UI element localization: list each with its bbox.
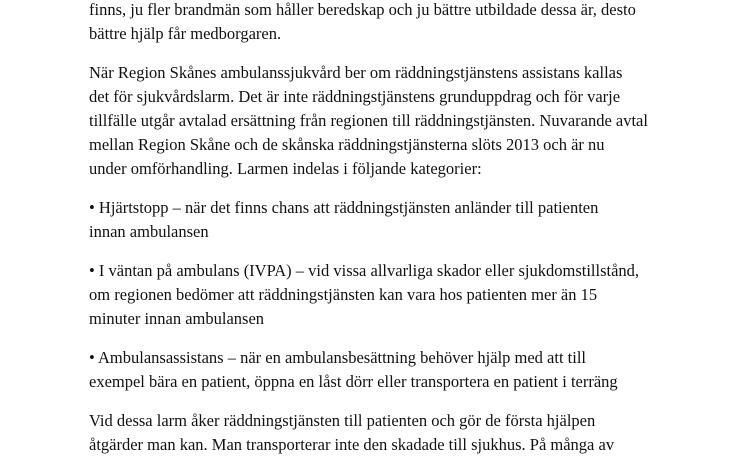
paragraph-healthcare-alarm — [89, 61, 689, 181]
paragraph-gap — [89, 181, 689, 196]
text-line: det för sjukvårdslarm. Det är inte räddningstjänstens grunduppdrag och för varje — [89, 87, 621, 106]
text-line: bättre hjälp får medborgaren. — [89, 24, 282, 43]
text-line: exempel bära en patient, öppna en låst dörr eller transportera en patient i terräng — [89, 372, 618, 391]
bullet-ivpa — [89, 259, 689, 331]
text-line: När Region Skånes ambulanssjukvård ber om räddningstjänstens assistans kallas — [89, 63, 623, 82]
bullet-cardiac-arrest — [89, 196, 689, 244]
text-line: Vid dessa larm åker räddningstjänsten till patienten och gör de första hjälpen — [89, 411, 596, 430]
text-line: • Hjärtstopp – när det finns chans att räddningstjänsten anländer till patienten — [89, 198, 599, 217]
bullet-ambulance-assistance — [89, 346, 689, 394]
paragraph-gap — [89, 244, 689, 259]
paragraph-alarm-response — [89, 409, 689, 457]
paragraph-gap — [89, 394, 689, 409]
document-body — [89, 0, 689, 457]
text-line: innan ambulansen — [89, 222, 209, 241]
text-line: mellan Region Skåne och de skånska räddningstjänsterna slöts 2013 och är nu — [89, 135, 605, 154]
text-line: • I väntan på ambulans (IVPA) – vid vissa allvarliga skador eller sjukdomstillstånd, — [89, 261, 640, 280]
text-line: under omförhandling. Larmen indelas i följande kategorier: — [89, 159, 482, 178]
paragraph-gap — [89, 46, 689, 61]
text-line: åtgärder man kan. Man transporterar inte den skadade till sjukhus. På många av — [89, 435, 615, 454]
text-line: om regionen bedömer att räddningstjänsten kan vara hos patienten mer än 15 — [89, 285, 598, 304]
text-line: tillfälle utgår avtalad ersättning från regionen till räddningstjänsten. Nuvarande avtal — [89, 111, 648, 130]
text-line: finns, ju fler brandmän som håller beredskap och ju bättre utbildade dessa är, desto — [89, 0, 636, 19]
paragraph-gap — [89, 331, 689, 346]
text-line: minuter innan ambulansen — [89, 309, 265, 328]
paragraph-help-to-citizens — [89, 0, 689, 46]
text-line: • Ambulansassistans – när en ambulansbesättning behöver hjälp med att till — [89, 348, 587, 367]
